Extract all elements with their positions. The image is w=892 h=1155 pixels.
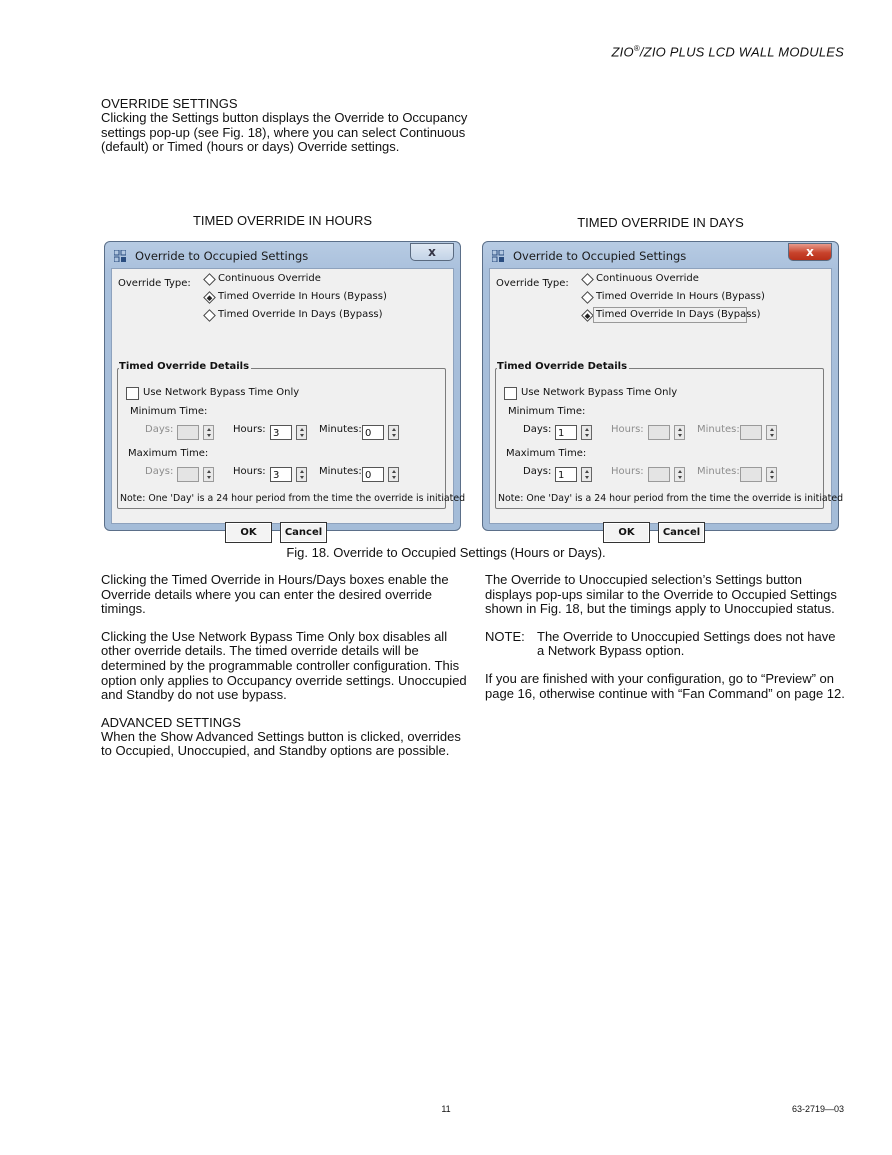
min-hours-spinner: [674, 425, 685, 440]
running-header: [612, 44, 845, 59]
radio-continuous[interactable]: [581, 273, 594, 286]
dialog-hours: [104, 241, 466, 538]
min-days-label: Days:: [523, 424, 552, 435]
max-hours-field: [648, 467, 670, 482]
cancel-button[interactable]: Cancel: [280, 522, 327, 543]
min-days-label: Days:: [145, 424, 174, 435]
radio-continuous[interactable]: [203, 273, 216, 286]
max-days-spinner: [203, 467, 214, 482]
network-bypass-label: Use Network Bypass Time Only: [521, 387, 678, 398]
radio-timed-days-label: Timed Override In Days (Bypass): [596, 309, 761, 320]
max-days-field[interactable]: 1: [555, 467, 577, 482]
group-label: Timed Override Details: [497, 361, 628, 372]
cancel-button[interactable]: Cancel: [658, 522, 705, 543]
max-hours-spinner: [674, 467, 685, 482]
figure-caption: Fig. 18. Override to Occupied Settings (Hours or Days).: [286, 545, 606, 560]
page-number: 11: [441, 1104, 451, 1114]
min-hours-spinner[interactable]: [296, 425, 307, 440]
min-days-spinner: [203, 425, 214, 440]
min-minutes-label: Minutes:: [697, 424, 740, 435]
app-icon: [492, 250, 504, 262]
min-minutes-spinner[interactable]: [388, 425, 399, 440]
override-settings-text: Clicking the Settings button displays the Override to Occupancy settings pop-up (see Fig. 18), where you can select Continuous (default) or Timed (hours or days) Override settings.: [101, 110, 468, 155]
maximum-time-label: Maximum Time:: [128, 448, 209, 459]
min-hours-field: [648, 425, 670, 440]
app-icon: [114, 250, 126, 262]
radio-timed-days-label: Timed Override In Days (Bypass): [218, 309, 383, 320]
min-minutes-field[interactable]: 0: [362, 425, 384, 440]
close-button[interactable]: x: [788, 243, 832, 261]
ok-button[interactable]: OK: [225, 522, 272, 543]
radio-timed-hours-label: Timed Override In Hours (Bypass): [218, 291, 387, 302]
radio-timed-hours[interactable]: [203, 291, 216, 304]
network-bypass-checkbox[interactable]: [126, 387, 139, 400]
min-minutes-spinner: [766, 425, 777, 440]
day-note: Note: One 'Day' is a 24 hour period from the time the override is initiated: [120, 493, 466, 504]
max-days-label: Days:: [145, 466, 174, 477]
advanced-settings-text: When the Show Advanced Settings button is clicked, overrides to Occupied, Unoccupied, and Standby options are possible.: [101, 728, 461, 759]
note-text: The Override to Unoccupied Settings does not have a Network Bypass option.: [537, 628, 836, 659]
figure-right-title: TIMED OVERRIDE IN DAYS: [577, 215, 744, 230]
min-hours-label: Hours:: [611, 424, 644, 435]
left-paragraph-2: Clicking the Use Network Bypass Time Only box disables all other override details. The timed override details will be determined by the programmable controller configuration. This option only applies to Occupancy override settings. Unoccupied and Standby do not use bypass.: [101, 628, 467, 703]
minimum-time-label: Minimum Time:: [130, 406, 208, 417]
min-days-field[interactable]: 1: [555, 425, 577, 440]
min-days-spinner[interactable]: [581, 425, 592, 440]
ok-button[interactable]: OK: [603, 522, 650, 543]
left-column: [101, 573, 471, 759]
right-paragraph-1: The Override to Unoccupied selection’s Settings button displays pop-ups similar to the Override to Occupied Settings shown in Fig. 18, but the timings apply to Unoccupied status.: [485, 572, 837, 617]
dialog-body: [489, 268, 844, 538]
override-settings-heading: OVERRIDE SETTINGS: [101, 96, 238, 111]
radio-continuous-label: Continuous Override: [218, 273, 321, 284]
max-days-spinner[interactable]: [581, 467, 592, 482]
group-label: Timed Override Details: [119, 361, 250, 372]
network-bypass-label: Use Network Bypass Time Only: [143, 387, 300, 398]
max-days-label: Days:: [523, 466, 552, 477]
radio-timed-days[interactable]: [203, 309, 216, 322]
dialog-title: Override to Occupied Settings: [135, 249, 309, 263]
radio-continuous-label: Continuous Override: [596, 273, 699, 284]
note-label: NOTE:: [485, 628, 525, 644]
dialog-days: [482, 241, 844, 538]
override-settings-section: [101, 96, 471, 155]
network-bypass-checkbox[interactable]: [504, 387, 517, 400]
advanced-settings-heading: ADVANCED SETTINGS: [101, 714, 241, 730]
max-minutes-field: [740, 467, 762, 482]
min-minutes-label: Minutes:: [319, 424, 362, 435]
doc-number: 63-2719—03: [791, 1104, 844, 1114]
max-hours-spinner[interactable]: [296, 467, 307, 482]
header-brand: ZIO: [611, 44, 634, 60]
min-days-field: [177, 425, 199, 440]
timed-override-details-group: [495, 361, 844, 509]
override-type-label: Override Type:: [496, 278, 569, 289]
radio-timed-hours[interactable]: [581, 291, 594, 304]
min-hours-label: Hours:: [233, 424, 266, 435]
header-title: /ZIO PLUS LCD WALL MODULES: [639, 44, 844, 60]
maximum-time-label: Maximum Time:: [506, 448, 587, 459]
radio-timed-days[interactable]: [581, 309, 594, 322]
max-minutes-field[interactable]: 0: [362, 467, 384, 482]
registered-mark: ®: [633, 44, 640, 53]
min-minutes-field: [740, 425, 762, 440]
max-days-field: [177, 467, 199, 482]
timed-override-details-group: [117, 361, 466, 509]
min-hours-field[interactable]: 3: [270, 425, 292, 440]
override-type-label: Override Type:: [118, 278, 191, 289]
max-hours-field[interactable]: 3: [270, 467, 292, 482]
radio-timed-hours-label: Timed Override In Hours (Bypass): [596, 291, 765, 302]
max-minutes-spinner[interactable]: [388, 467, 399, 482]
minimum-time-label: Minimum Time:: [508, 406, 586, 417]
max-hours-label: Hours:: [233, 466, 266, 477]
dialog-body: [111, 268, 466, 538]
close-button[interactable]: x: [410, 243, 454, 261]
max-minutes-label: Minutes:: [319, 466, 362, 477]
max-hours-label: Hours:: [611, 466, 644, 477]
day-note: Note: One 'Day' is a 24 hour period from the time the override is initiated: [498, 493, 844, 504]
right-column: [485, 573, 845, 701]
left-paragraph-1: Clicking the Timed Override in Hours/Days boxes enable the Override details where you can enter the desired override timings.: [101, 572, 449, 617]
figure-left-title: TIMED OVERRIDE IN HOURS: [192, 213, 373, 228]
dialog-title: Override to Occupied Settings: [513, 249, 687, 263]
max-minutes-label: Minutes:: [697, 466, 740, 477]
right-paragraph-2: If you are finished with your configuration, go to “Preview” on page 16, otherwise continue with “Fan Command” on page 12.: [485, 670, 845, 701]
note: [485, 630, 845, 659]
max-minutes-spinner: [766, 467, 777, 482]
